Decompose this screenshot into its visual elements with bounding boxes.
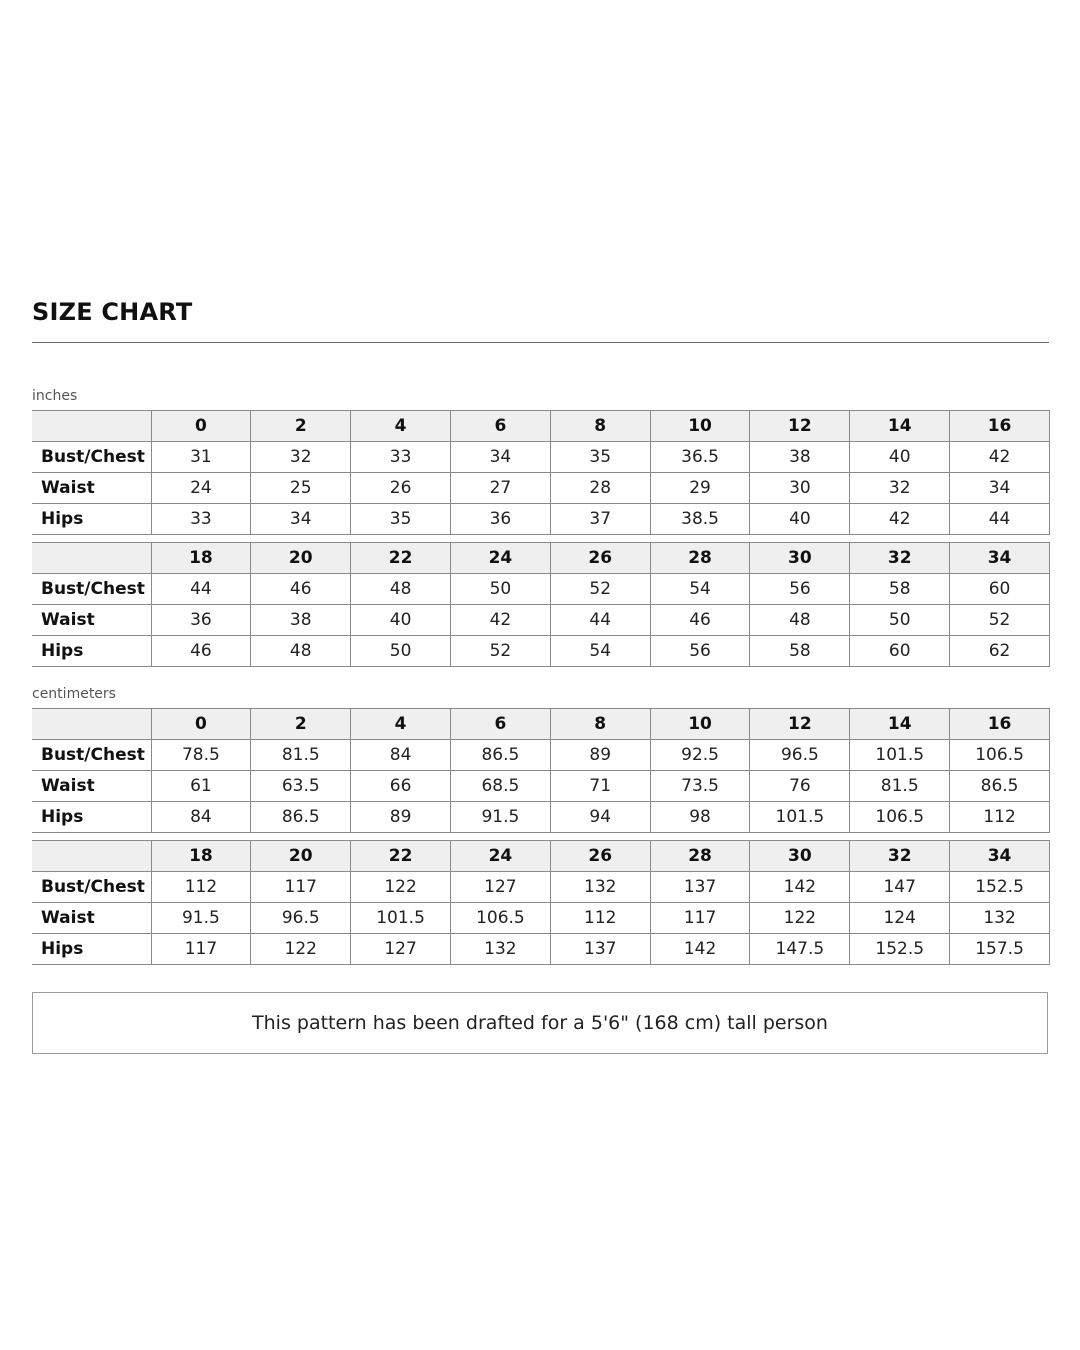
measurement-value: 29 bbox=[650, 473, 750, 504]
measurement-value: 112 bbox=[151, 872, 251, 903]
measurement-row bbox=[32, 504, 1050, 535]
size-header-cell: 22 bbox=[351, 543, 451, 574]
measurement-value: 26 bbox=[351, 473, 451, 504]
measurement-value: 50 bbox=[351, 636, 451, 667]
size-header-cell: 16 bbox=[950, 411, 1050, 442]
size-table-inches-2 bbox=[32, 542, 1050, 667]
measurement-value: 68.5 bbox=[450, 771, 550, 802]
measurement-value: 86.5 bbox=[450, 740, 550, 771]
measurement-value: 137 bbox=[650, 872, 750, 903]
measurement-value: 54 bbox=[650, 574, 750, 605]
measurement-value: 63.5 bbox=[251, 771, 351, 802]
size-header-cell: 32 bbox=[850, 543, 950, 574]
measurement-value: 86.5 bbox=[950, 771, 1050, 802]
size-header-row bbox=[32, 841, 1050, 872]
size-header-cell: 2 bbox=[251, 411, 351, 442]
measurement-label: Hips bbox=[32, 934, 151, 965]
measurement-value: 35 bbox=[550, 442, 650, 473]
size-header-cell: 4 bbox=[351, 709, 451, 740]
size-header-cell: 18 bbox=[151, 841, 251, 872]
measurement-value: 142 bbox=[650, 934, 750, 965]
size-header-cell: 16 bbox=[950, 709, 1050, 740]
measurement-value: 36.5 bbox=[650, 442, 750, 473]
measurement-label: Waist bbox=[32, 903, 151, 934]
measurement-value: 42 bbox=[950, 442, 1050, 473]
size-header-cell: 8 bbox=[550, 709, 650, 740]
measurement-value: 117 bbox=[151, 934, 251, 965]
measurement-label: Hips bbox=[32, 802, 151, 833]
measurement-value: 42 bbox=[450, 605, 550, 636]
size-header-cell: 14 bbox=[850, 709, 950, 740]
measurement-value: 32 bbox=[850, 473, 950, 504]
size-header-cell: 20 bbox=[251, 841, 351, 872]
size-header-cell: 18 bbox=[151, 543, 251, 574]
measurement-row bbox=[32, 473, 1050, 504]
measurement-value: 52 bbox=[450, 636, 550, 667]
measurement-value: 132 bbox=[450, 934, 550, 965]
measurement-value: 40 bbox=[750, 504, 850, 535]
page-title: SIZE CHART bbox=[32, 298, 193, 326]
size-header-cell: 32 bbox=[850, 841, 950, 872]
measurement-value: 127 bbox=[450, 872, 550, 903]
measurement-row bbox=[32, 802, 1050, 833]
measurement-value: 142 bbox=[750, 872, 850, 903]
size-header-cell: 20 bbox=[251, 543, 351, 574]
measurement-value: 56 bbox=[650, 636, 750, 667]
measurement-value: 60 bbox=[850, 636, 950, 667]
measurement-value: 81.5 bbox=[850, 771, 950, 802]
measurement-value: 48 bbox=[351, 574, 451, 605]
measurement-label: Hips bbox=[32, 636, 151, 667]
measurement-value: 84 bbox=[351, 740, 451, 771]
measurement-value: 84 bbox=[151, 802, 251, 833]
measurement-value: 76 bbox=[750, 771, 850, 802]
measurement-value: 28 bbox=[550, 473, 650, 504]
height-note bbox=[32, 992, 1048, 1054]
measurement-value: 36 bbox=[151, 605, 251, 636]
unit-label-centimeters: centimeters bbox=[32, 686, 116, 702]
measurement-value: 24 bbox=[151, 473, 251, 504]
measurement-value: 106.5 bbox=[450, 903, 550, 934]
size-header-row bbox=[32, 411, 1050, 442]
measurement-value: 56 bbox=[750, 574, 850, 605]
measurement-value: 46 bbox=[151, 636, 251, 667]
measurement-value: 94 bbox=[550, 802, 650, 833]
measurement-value: 61 bbox=[151, 771, 251, 802]
size-header-cell: 24 bbox=[450, 841, 550, 872]
measurement-label: Bust/Chest bbox=[32, 740, 151, 771]
measurement-row bbox=[32, 605, 1050, 636]
size-header-cell: 26 bbox=[550, 841, 650, 872]
measurement-value: 157.5 bbox=[950, 934, 1050, 965]
measurement-value: 71 bbox=[550, 771, 650, 802]
measurement-row bbox=[32, 934, 1050, 965]
measurement-value: 81.5 bbox=[251, 740, 351, 771]
measurement-value: 34 bbox=[251, 504, 351, 535]
measurement-value: 33 bbox=[351, 442, 451, 473]
measurement-value: 86.5 bbox=[251, 802, 351, 833]
measurement-value: 122 bbox=[351, 872, 451, 903]
size-header-cell: 34 bbox=[950, 543, 1050, 574]
unit-label-inches: inches bbox=[32, 388, 78, 404]
size-header-cell: 2 bbox=[251, 709, 351, 740]
measurement-value: 91.5 bbox=[151, 903, 251, 934]
measurement-value: 44 bbox=[950, 504, 1050, 535]
measurement-value: 44 bbox=[151, 574, 251, 605]
measurement-row bbox=[32, 740, 1050, 771]
measurement-label: Bust/Chest bbox=[32, 442, 151, 473]
measurement-value: 152.5 bbox=[850, 934, 950, 965]
measurement-value: 50 bbox=[850, 605, 950, 636]
measurement-value: 147 bbox=[850, 872, 950, 903]
size-header-cell: 12 bbox=[750, 411, 850, 442]
measurement-value: 96.5 bbox=[750, 740, 850, 771]
measurement-label: Waist bbox=[32, 473, 151, 504]
measurement-value: 31 bbox=[151, 442, 251, 473]
measurement-value: 42 bbox=[850, 504, 950, 535]
measurement-value: 34 bbox=[450, 442, 550, 473]
size-header-cell: 24 bbox=[450, 543, 550, 574]
measurement-value: 62 bbox=[950, 636, 1050, 667]
measurement-value: 33 bbox=[151, 504, 251, 535]
measurement-value: 46 bbox=[251, 574, 351, 605]
measurement-value: 89 bbox=[550, 740, 650, 771]
size-header-row bbox=[32, 543, 1050, 574]
measurement-value: 101.5 bbox=[850, 740, 950, 771]
measurement-value: 58 bbox=[850, 574, 950, 605]
measurement-value: 152.5 bbox=[950, 872, 1050, 903]
measurement-label: Waist bbox=[32, 771, 151, 802]
size-header-cell: 30 bbox=[750, 543, 850, 574]
measurement-value: 35 bbox=[351, 504, 451, 535]
measurement-value: 34 bbox=[950, 473, 1050, 504]
measurement-value: 122 bbox=[251, 934, 351, 965]
measurement-value: 89 bbox=[351, 802, 451, 833]
size-header-cell: 22 bbox=[351, 841, 451, 872]
measurement-value: 32 bbox=[251, 442, 351, 473]
measurement-row bbox=[32, 903, 1050, 934]
size-header-cell: 0 bbox=[151, 709, 251, 740]
header-corner-cell bbox=[32, 709, 151, 740]
measurement-value: 73.5 bbox=[650, 771, 750, 802]
measurement-label: Hips bbox=[32, 504, 151, 535]
measurement-row bbox=[32, 442, 1050, 473]
measurement-value: 124 bbox=[850, 903, 950, 934]
size-table-centimeters-1 bbox=[32, 708, 1050, 833]
measurement-value: 66 bbox=[351, 771, 451, 802]
measurement-value: 117 bbox=[650, 903, 750, 934]
measurement-value: 38.5 bbox=[650, 504, 750, 535]
measurement-value: 122 bbox=[750, 903, 850, 934]
measurement-value: 96.5 bbox=[251, 903, 351, 934]
size-table-inches-1 bbox=[32, 410, 1050, 535]
header-corner-cell bbox=[32, 411, 151, 442]
measurement-value: 37 bbox=[550, 504, 650, 535]
size-header-cell: 6 bbox=[450, 709, 550, 740]
measurement-value: 112 bbox=[550, 903, 650, 934]
measurement-value: 50 bbox=[450, 574, 550, 605]
measurement-value: 48 bbox=[251, 636, 351, 667]
size-header-cell: 4 bbox=[351, 411, 451, 442]
measurement-value: 117 bbox=[251, 872, 351, 903]
title-divider bbox=[32, 342, 1049, 343]
measurement-row bbox=[32, 636, 1050, 667]
measurement-value: 137 bbox=[550, 934, 650, 965]
measurement-value: 36 bbox=[450, 504, 550, 535]
size-header-cell: 8 bbox=[550, 411, 650, 442]
measurement-value: 38 bbox=[750, 442, 850, 473]
measurement-row bbox=[32, 872, 1050, 903]
measurement-label: Bust/Chest bbox=[32, 574, 151, 605]
measurement-value: 78.5 bbox=[151, 740, 251, 771]
header-corner-cell bbox=[32, 543, 151, 574]
measurement-value: 52 bbox=[550, 574, 650, 605]
size-header-cell: 12 bbox=[750, 709, 850, 740]
measurement-row bbox=[32, 574, 1050, 605]
measurement-label: Bust/Chest bbox=[32, 872, 151, 903]
measurement-value: 106.5 bbox=[850, 802, 950, 833]
measurement-value: 40 bbox=[850, 442, 950, 473]
measurement-value: 101.5 bbox=[351, 903, 451, 934]
height-note-text: This pattern has been drafted for a 5'6" (168 cm) tall person bbox=[252, 1012, 828, 1034]
size-header-cell: 30 bbox=[750, 841, 850, 872]
size-table-centimeters-2 bbox=[32, 840, 1050, 965]
measurement-value: 127 bbox=[351, 934, 451, 965]
size-header-cell: 10 bbox=[650, 411, 750, 442]
measurement-value: 98 bbox=[650, 802, 750, 833]
size-header-cell: 28 bbox=[650, 543, 750, 574]
measurement-value: 40 bbox=[351, 605, 451, 636]
size-header-cell: 10 bbox=[650, 709, 750, 740]
size-header-cell: 6 bbox=[450, 411, 550, 442]
measurement-value: 112 bbox=[950, 802, 1050, 833]
measurement-value: 58 bbox=[750, 636, 850, 667]
size-header-cell: 28 bbox=[650, 841, 750, 872]
measurement-value: 106.5 bbox=[950, 740, 1050, 771]
measurement-value: 38 bbox=[251, 605, 351, 636]
size-header-cell: 0 bbox=[151, 411, 251, 442]
measurement-value: 27 bbox=[450, 473, 550, 504]
measurement-value: 60 bbox=[950, 574, 1050, 605]
measurement-value: 92.5 bbox=[650, 740, 750, 771]
measurement-value: 91.5 bbox=[450, 802, 550, 833]
measurement-value: 52 bbox=[950, 605, 1050, 636]
measurement-value: 44 bbox=[550, 605, 650, 636]
measurement-value: 101.5 bbox=[750, 802, 850, 833]
size-header-cell: 34 bbox=[950, 841, 1050, 872]
measurement-value: 54 bbox=[550, 636, 650, 667]
size-header-cell: 26 bbox=[550, 543, 650, 574]
measurement-value: 46 bbox=[650, 605, 750, 636]
header-corner-cell bbox=[32, 841, 151, 872]
measurement-value: 132 bbox=[550, 872, 650, 903]
measurement-value: 30 bbox=[750, 473, 850, 504]
measurement-label: Waist bbox=[32, 605, 151, 636]
measurement-value: 147.5 bbox=[750, 934, 850, 965]
measurement-row bbox=[32, 771, 1050, 802]
measurement-value: 25 bbox=[251, 473, 351, 504]
measurement-value: 132 bbox=[950, 903, 1050, 934]
size-header-row bbox=[32, 709, 1050, 740]
measurement-value: 48 bbox=[750, 605, 850, 636]
size-header-cell: 14 bbox=[850, 411, 950, 442]
